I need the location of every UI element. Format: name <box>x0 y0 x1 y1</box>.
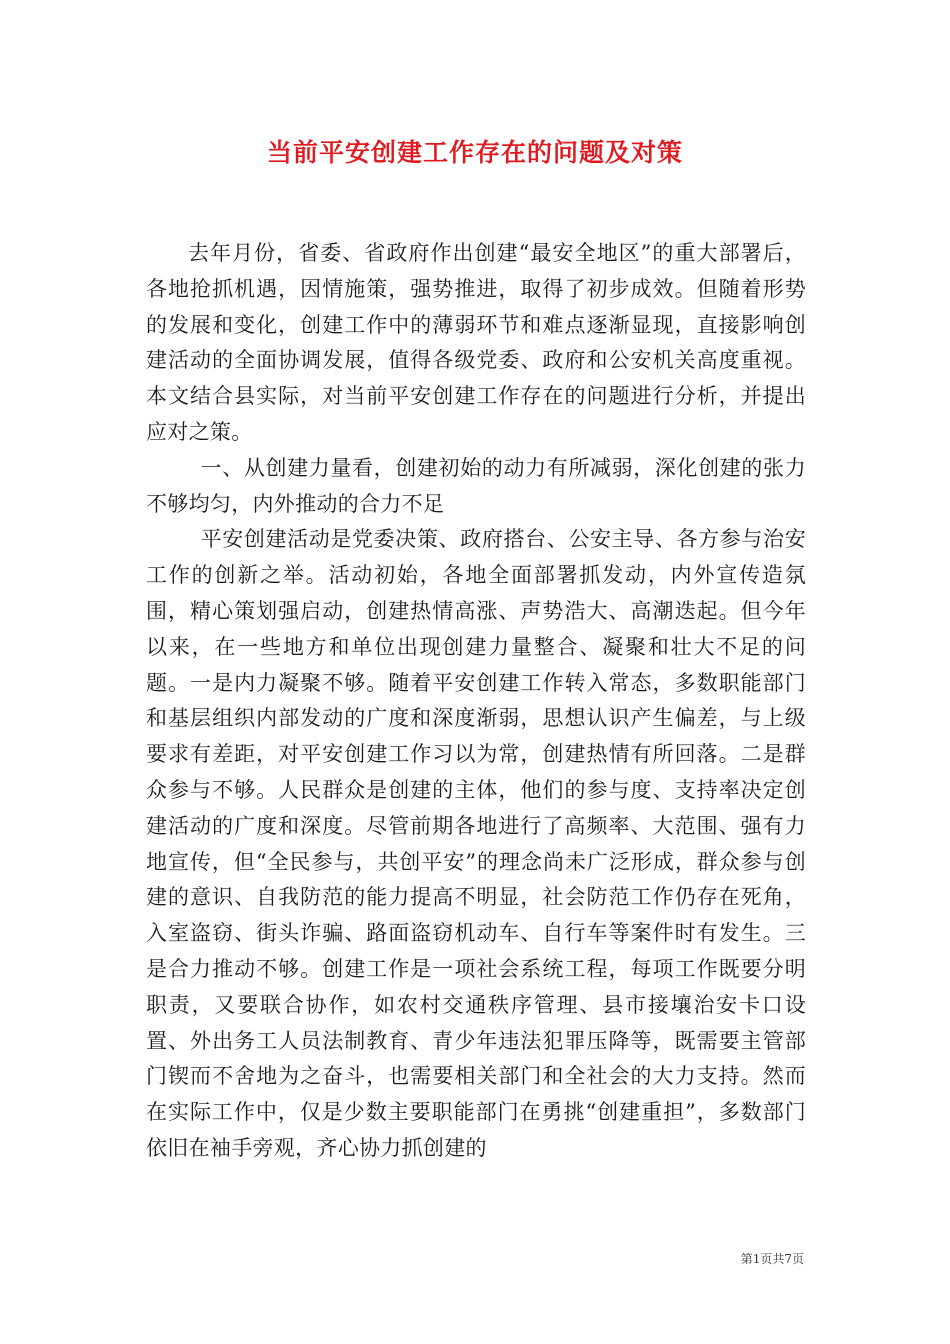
page-footer <box>741 1250 804 1267</box>
paragraph-section-1: 平安创建活动是党委决策、政府搭台、公安主导、各方参与治安工作的创新之举。活动初始，各地全面部署抓发动，内外宣传造氛围，精心策划强启动，创建热情高涨、声势浩大、高潮迭起。但今年以来，在一些地方和单位出现创建力量整合、凝聚和壮大不足的问题。一是内力凝聚不够。随着平安创建工作转入常态，多数职能部门和基层组织内部发动的广度和深度渐弱，思想认识产生偏差，与上级要求有差距，对平安创建工作习以为常，创建热情有所回落。二是群众参与不够。人民群众是创建的主体，他们的参与度、支持率决定创建活动的广度和深度。尽管前期各地进行了高频率、大范围、强有力地宣传，但“全民参与，共创平安”的理念尚未广泛形成，群众参与创建的意识、自我防范的能力提高不明显，社会防范工作仍存在死角，入室盗窃、街头诈骗、路面盗窃机动车、自行车等案件时有发生。三是合力推动不够。创建工作是一项社会系统工程，每项工作既要分明职责，又要联合协作，如农村交通秩序管理、县市接壤治安卡口设置、外出务工人员法制教育、青少年违法犯罪压降等，既需要主管部门锲而不舍地为之奋斗，也需要相关部门和全社会的大力支持。然而在实际工作中，仅是少数主要职能部门在勇挑“创建重担”，多数部门依旧在袖手旁观，齐心协力抓创建的 <box>146 527 806 1160</box>
section-heading-1: 一、从创建力量看，创建初始的动力有所减弱，深化创建的张力不够均匀，内外推动的合力不足 <box>146 455 806 516</box>
document-title: 当前平安创建工作存在的问题及对策 <box>266 138 683 167</box>
page-number: 第1页共7页 <box>740 1252 804 1266</box>
document-body <box>146 236 806 1167</box>
paragraph-intro: 去年月份，省委、省政府作出创建“最安全地区”的重大部署后，各地抢抓机遇，因情施策，强势推进，取得了初步成效。但随着形势的发展和变化，创建工作中的薄弱环节和难点逐渐显现，直接影响创建活动的全面协调发展，值得各级党委、政府和公安机关高度重视。本文结合县实际，对当前平安创建工作存在的问题进行分析，并提出应对之策。 <box>146 241 806 444</box>
